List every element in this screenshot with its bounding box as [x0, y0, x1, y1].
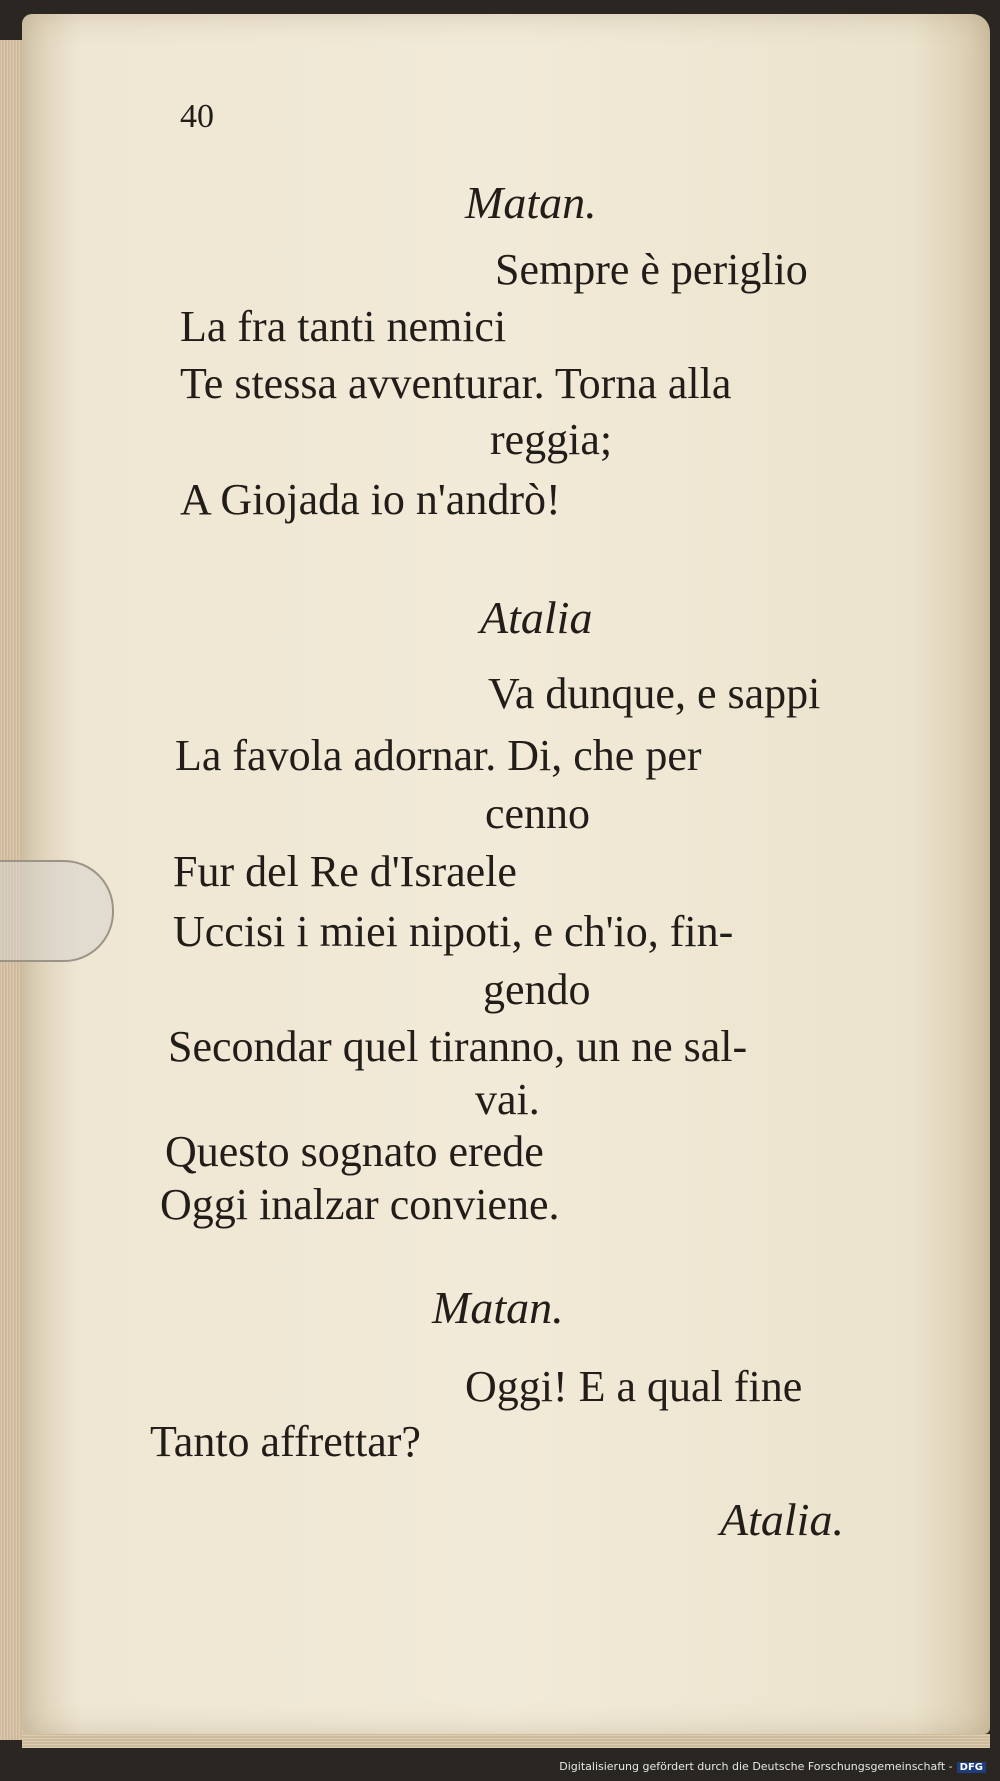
verse-line: Tanto affrettar?	[150, 1417, 421, 1466]
verse-line: Secondar quel tiranno, un ne sal-	[168, 1022, 748, 1071]
verse-line: reggia;	[490, 415, 613, 464]
verse-line: Uccisi i miei nipoti, e ch'io, fin-	[173, 907, 734, 956]
verse-line: Va dunque, e sappi	[488, 669, 821, 718]
verse-line: Questo sognato erede	[165, 1127, 544, 1176]
speaker-name: Atalia.	[720, 1494, 844, 1545]
page-number: 40	[180, 98, 214, 135]
verse-line: La favola adornar. Di, che per	[175, 731, 702, 780]
speaker-name: Matan.	[465, 177, 597, 228]
verse-line: La fra tanti nemici	[180, 302, 507, 351]
verse-line: gendo	[483, 965, 591, 1014]
dfg-logo: DFG	[957, 1762, 986, 1773]
verse-line: cenno	[485, 789, 591, 838]
digitization-credit-text: Digitalisierung gefördert durch die Deutsche Forschungsgemeinschaft -	[559, 1760, 953, 1773]
verse-line: Oggi! E a qual fine	[465, 1362, 803, 1411]
verse-line: A Giojada io n'andrò!	[180, 475, 561, 524]
verse-line: vai.	[475, 1075, 540, 1124]
verse-line: Sempre è periglio	[495, 245, 808, 294]
verse-line: Fur del Re d'Israele	[173, 847, 517, 896]
verse-line: Oggi inalzar conviene.	[160, 1180, 560, 1229]
digitization-credit	[559, 1760, 986, 1773]
speaker-name: Matan.	[432, 1282, 564, 1333]
bookmark-clip	[0, 860, 114, 962]
verse-line: Te stessa avventurar. Torna alla	[180, 359, 732, 408]
book-bottom-edges	[22, 1734, 990, 1748]
speaker-name: Atalia	[480, 592, 593, 643]
